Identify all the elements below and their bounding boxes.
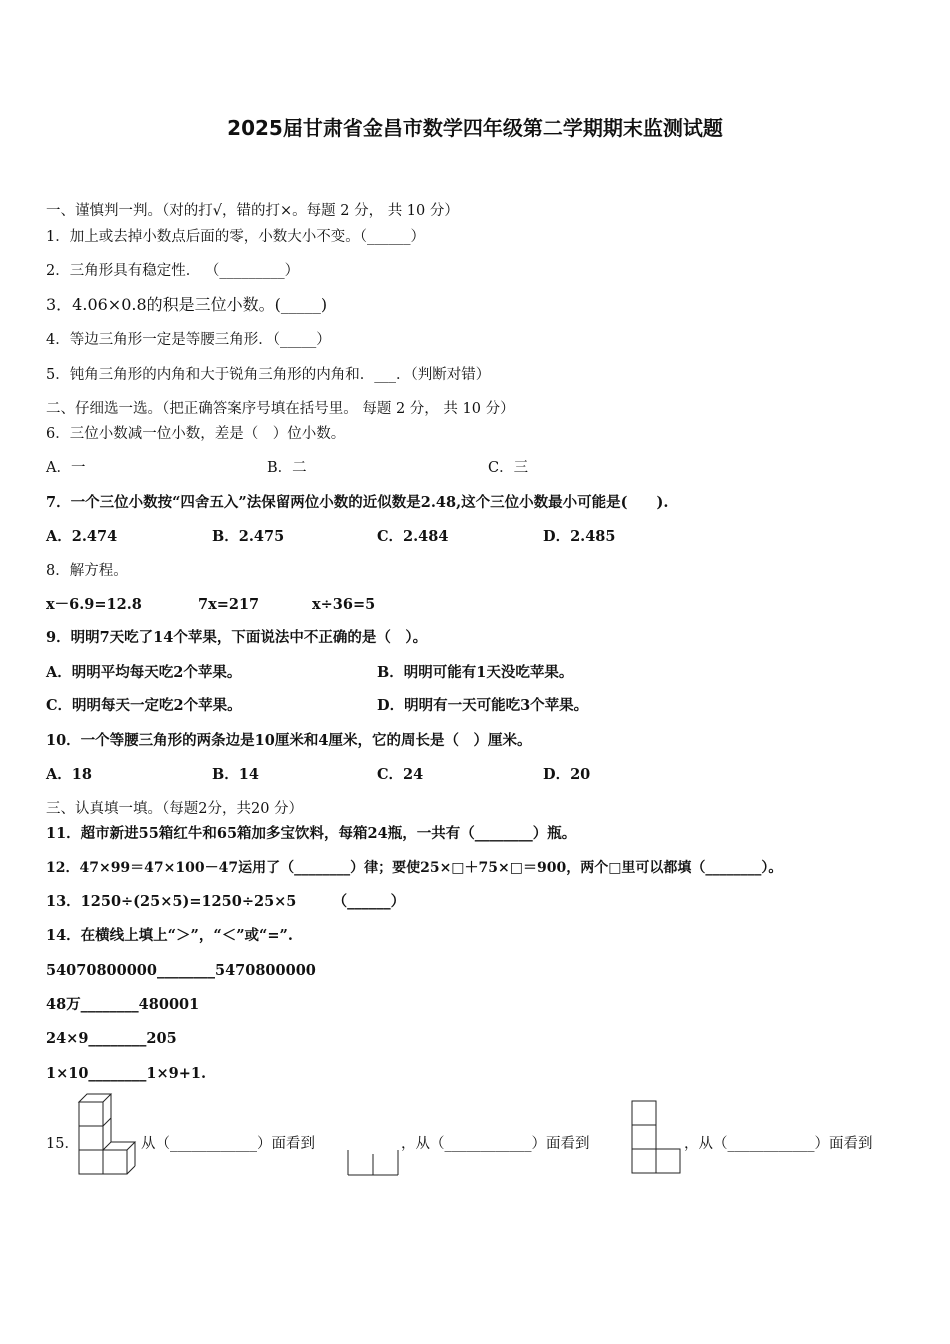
q10-option-d: D．20 (543, 766, 591, 783)
question-13: 13．1250÷(25×5)=1250÷25×5 （______） (46, 893, 406, 910)
q7-option-d: D．2.485 (543, 528, 616, 545)
question-14: 14．在横线上填上“＞”，“＜”或“=”. (46, 927, 293, 944)
q15-part-3: ，从（____________）面看到 (684, 1136, 873, 1152)
q15-part-2: ，从（____________）面看到 (401, 1136, 590, 1152)
q9-option-a: A．明明平均每天吃2个苹果。 (46, 664, 242, 681)
q15-part-1: 从（____________）面看到 (141, 1136, 315, 1152)
view-figure-1 (347, 1149, 401, 1177)
question-9: 9．明明7天吃了14个苹果，下面说法中不正确的是（ ）。 (46, 629, 428, 646)
q7-option-c: C．2.484 (377, 528, 449, 545)
q14-item-1: 54070800000________5470800000 (46, 962, 316, 979)
q7-option-a: A．2.474 (46, 528, 118, 545)
q8-equation-3: x÷36=5 (312, 596, 376, 613)
question-8: 8．解方程。 (46, 563, 128, 579)
q14-item-3: 24×9________205 (46, 1030, 177, 1047)
question-5: 5．钝角三角形的内角和大于锐角三角形的内角和．___．（判断对错） (46, 367, 491, 383)
page-title: 2025届甘肃省金昌市数学四年级第二学期期末监测试题 (227, 116, 723, 140)
question-15-number: 15． (46, 1136, 79, 1152)
q14-item-2: 48万________480001 (46, 996, 200, 1013)
q6-option-b: B．二 (267, 460, 307, 476)
view-figure-2 (631, 1100, 685, 1176)
section-2-heading: 二、仔细选一选。（把正确答案序号填在括号里。 每题 2 分， 共 10 分） (46, 401, 515, 417)
q8-equation-2: 7x=217 (198, 596, 260, 613)
q7-option-b: B．2.475 (212, 528, 285, 545)
q6-option-c: C．三 (488, 460, 529, 476)
question-2: 2．三角形具有稳定性． （_________） (46, 263, 300, 279)
question-4: 4．等边三角形一定是等腰三角形．（_____） (46, 332, 331, 348)
section-3-heading: 三、认真填一填。（每题2分，共20 分） (46, 801, 304, 817)
q10-option-a: A．18 (46, 766, 92, 783)
cube-stack-figure (77, 1092, 137, 1176)
question-6: 6．三位小数减一位小数，差是（ ）位小数。 (46, 426, 346, 442)
question-12: 12．47×99＝47×100－47运用了（________）律；要使25×□＋75×□＝900，两个□里可以都填（________）。 (46, 860, 783, 876)
q10-option-c: C．24 (377, 766, 424, 783)
q6-option-a: A．一 (46, 460, 86, 476)
question-7: 7．一个三位小数按“四舍五入”法保留两位小数的近似数是2.48,这个三位小数最小可能是( ). (46, 494, 669, 511)
question-11: 11．超市新进55箱红牛和65箱加多宝饮料，每箱24瓶，一共有（________）瓶。 (46, 825, 577, 842)
question-10: 10．一个等腰三角形的两条边是10厘米和4厘米，它的周长是（ ）厘米。 (46, 732, 532, 749)
q9-option-d: D．明明有一天可能吃3个苹果。 (377, 697, 589, 714)
question-1: 1．加上或去掉小数点后面的零，小数大小不变。（______） (46, 229, 425, 245)
q9-option-b: B．明明可能有1天没吃苹果。 (377, 664, 574, 681)
q8-equation-1: x－6.9=12.8 (46, 596, 142, 613)
section-1-heading: 一、谨慎判一判。（对的打√，错的打×。每题 2 分， 共 10 分） (46, 203, 459, 219)
q9-option-c: C．明明每天一定吃2个苹果。 (46, 697, 242, 714)
q10-option-b: B．14 (212, 766, 259, 783)
q14-item-4: 1×10________1×9+1. (46, 1065, 207, 1082)
question-3: 3．4.06×0.8的积是三位小数。(_____) (46, 295, 328, 314)
